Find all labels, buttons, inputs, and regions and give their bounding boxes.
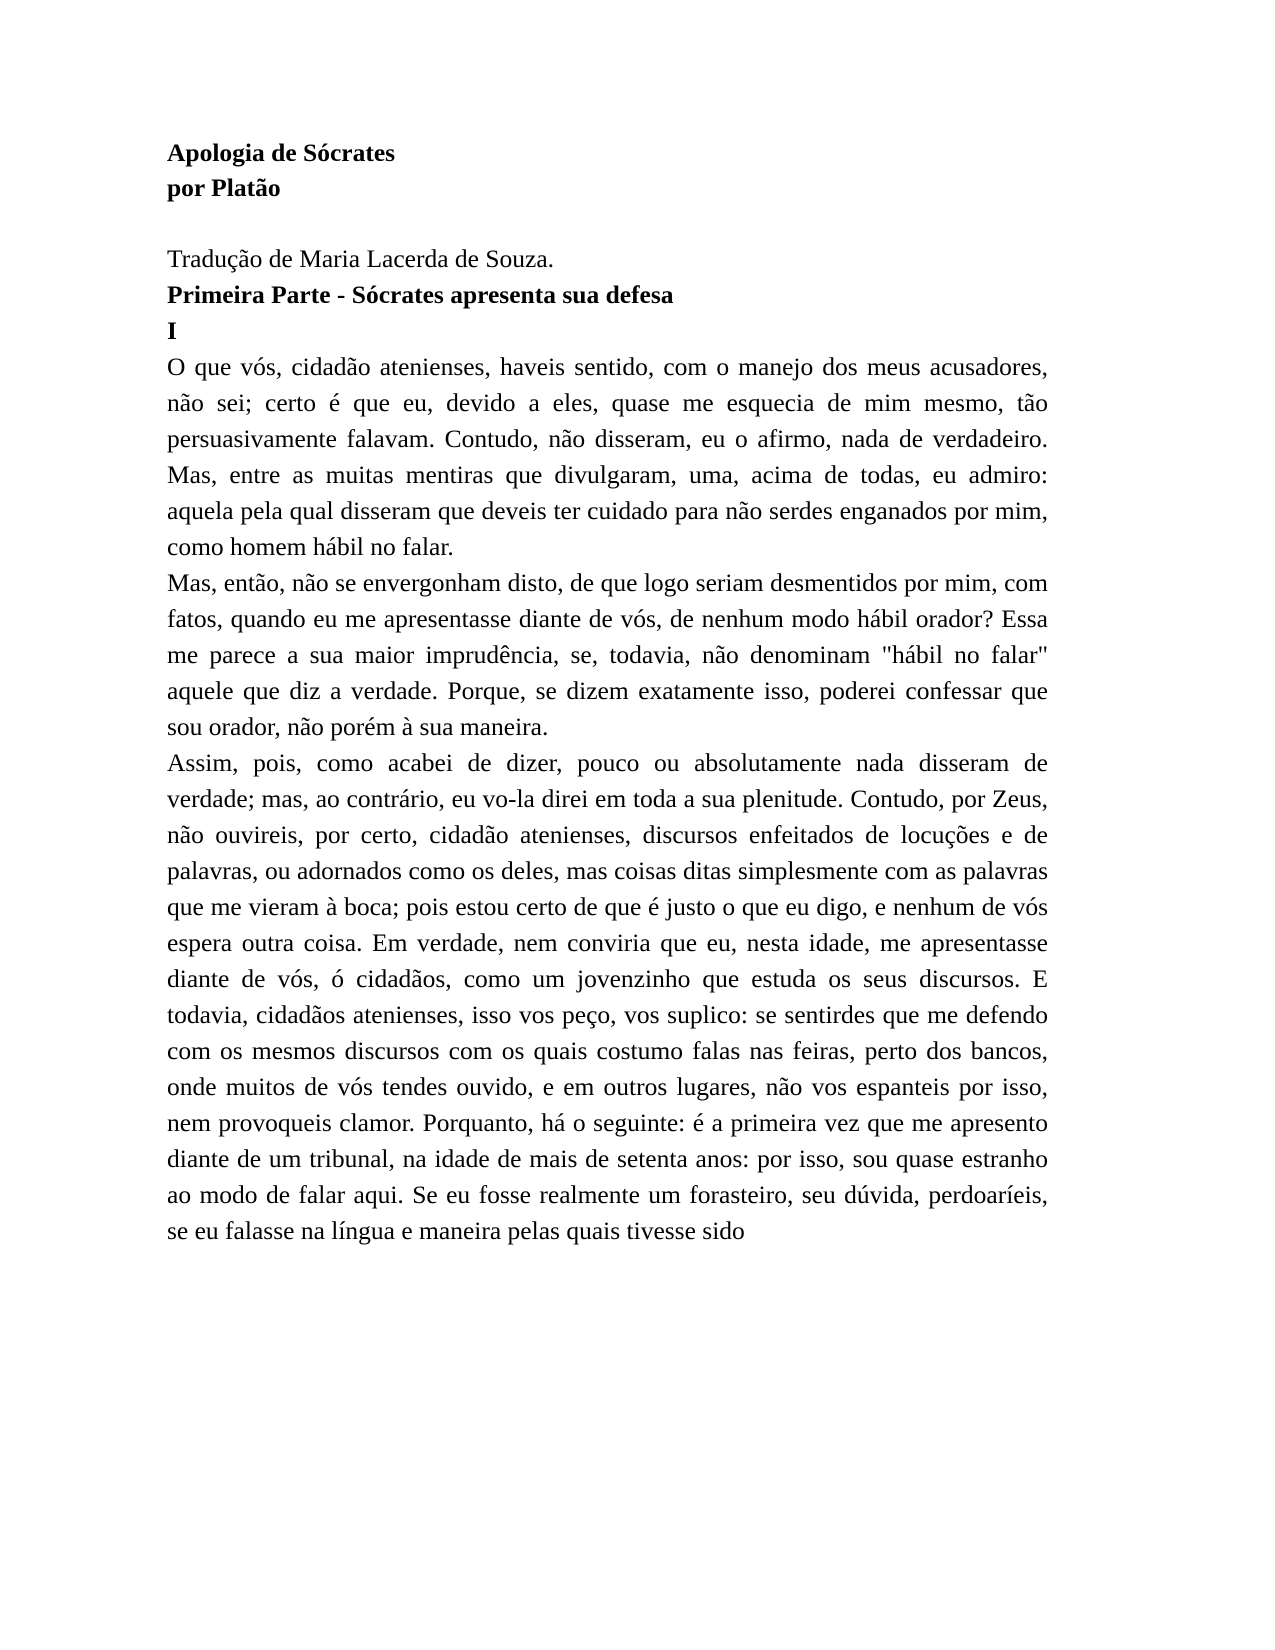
part-heading: Primeira Parte - Sócrates apresenta sua defesa [167,280,674,309]
title-spacer [167,205,1048,241]
paragraph: O que vós, cidadão atenienses, haveis sentido, com o manejo dos meus acusadores, não sei; certo é que eu, devido a eles, quase me esquecia de mim mesmo, tão persuasivamente falavam. Contudo, não disseram, eu o afirmo, nada de verdadeiro. Mas, entre as muitas mentiras que divulgaram, uma, acima de todas, eu admiro: aquela pela qual disseram que deveis ter cuidado para não serdes enganados por mim, como homem hábil no falar. [167,352,1048,561]
document-body [167,135,1048,1249]
document-title [167,135,1048,205]
paragraph: Mas, então, não se envergonham disto, de que logo seriam desmentidos por mim, com fatos, quando eu me apresentasse diante de vós, de nenhum modo hábil orador? Essa me parece a sua maior imprudência, se, todavia, não denominam "hábil no falar" aquele que diz a verdade. Porque, se dizem exatamente isso, poderei confessar que sou orador, não porém à sua maneira. [167,568,1048,741]
paragraph: Assim, pois, como acabei de dizer, pouco ou absolutamente nada disseram de verdade; mas, ao contrário, eu vo-la direi em toda a sua plenitude. Contudo, por Zeus, não ouvireis, por certo, cidadão atenienses, discursos enfeitados de locuções e de palavras, ou adornados como os deles, mas coisas ditas simplesmente com as palavras que me vieram à boca; pois estou certo de que é justo o que eu digo, e nenhum de vós espera outra coisa. Em verdade, nem conviria que eu, nesta idade, me apresentasse diante de vós, ó cidadãos, como um jovenzinho que estuda os seus discursos. E todavia, cidadãos atenienses, isso vos peço, vos suplico: se sentirdes que me defendo com os mesmos discursos com os quais costumo falas nas feiras, perto dos bancos, onde muitos de vós tendes ouvido, e em outros lugares, não vos espanteis por isso, nem provoqueis clamor. Porquanto, há o seguinte: é a primeira vez que me apresento diante de um tribunal, na idade de mais de setenta anos: por isso, sou quase estranho ao modo de falar aqui. Se eu fosse realmente um forasteiro, seu dúvida, perdoaríeis, se eu falasse na língua e maneira pelas quais tivesse sido [167,748,1048,1245]
title-line-work: Apologia de Sócrates [167,138,396,167]
section-number: I [167,316,177,345]
title-line-author: por Platão [167,173,281,202]
translator-credit: Tradução de Maria Lacerda de Souza. [167,244,555,273]
